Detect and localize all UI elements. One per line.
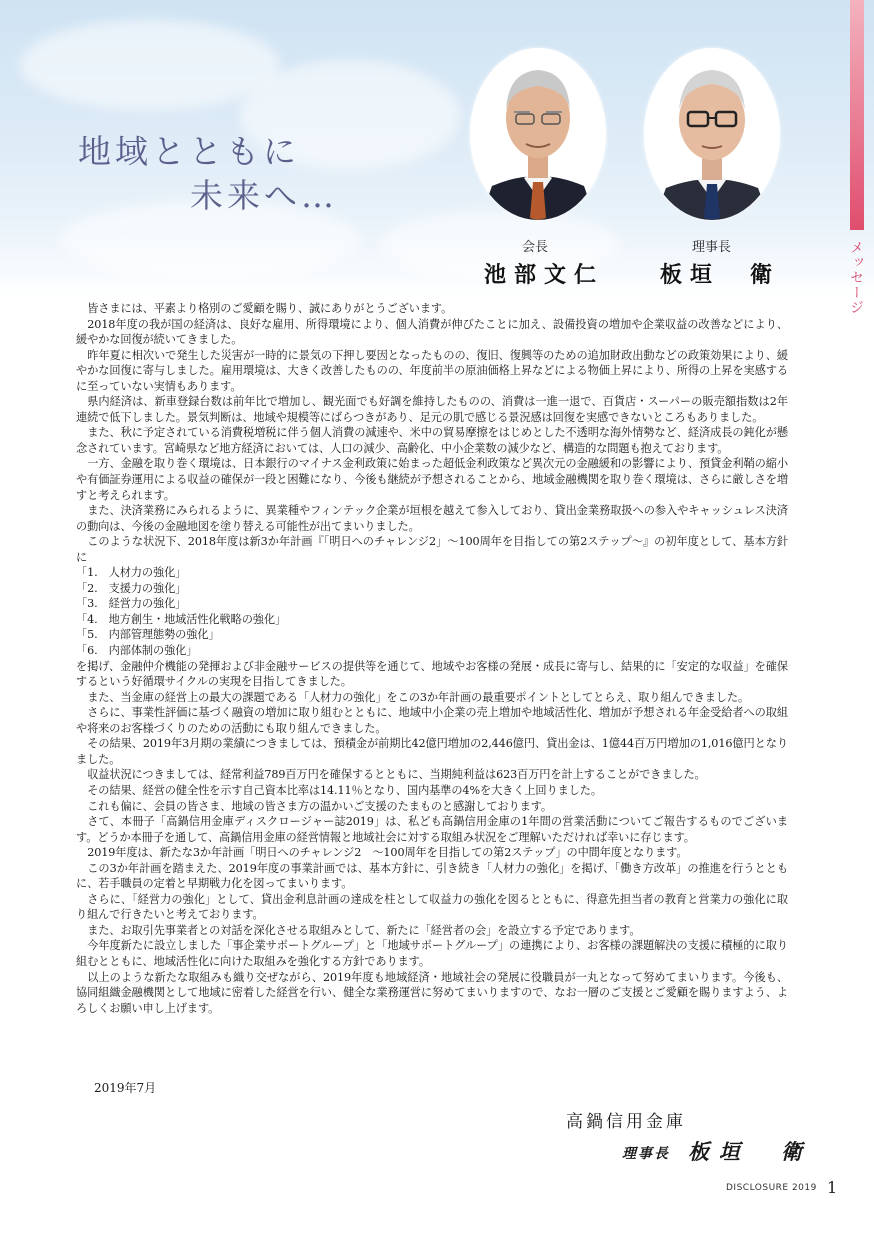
president-portrait — [644, 48, 780, 220]
body-paragraph: さらに、「経営力の強化」として、貸出金利息計画の達成を柱として収益力の強化を図るとともに、得意先担当者の教育と営業力の強化に取り組んで行きたいと考えております。 — [76, 892, 788, 922]
body-paragraph: 今年度新たに設立しました「事企業サポートグループ」と「地域サポートグループ」の連携により、お客様の課題解決の支援に積極的に取り組むとともに、地域活性化に向けた取組みを強化する方針であります。 — [76, 939, 788, 968]
policy-item: 「1. 人材力の強化」 — [76, 566, 187, 580]
chairman-name: 池部文仁 — [484, 262, 605, 288]
body-paragraph: 2019年度は、新たな3か年計画「明日へのチャレンジ2 〜100周年を目指しての第2ステップ」の中間年度となります。 — [87, 846, 688, 860]
signer-role: 理事長 — [622, 1146, 670, 1162]
chairman-portrait — [470, 48, 606, 220]
body-paragraph: これも偏に、会員の皆さま、地域の皆さま方の温かいご支援のたまものと感謝しております。 — [87, 799, 552, 813]
policy-item: 「3. 経営力の強化」 — [76, 597, 187, 611]
body-paragraph: 2018年度の我が国の経済は、良好な雇用、所得環境により、個人消費が伸びたことに加え、設備投資の増加や企業収益の改善などにより、緩やかな回復が続いてきました。 — [76, 317, 788, 347]
body-paragraph: を掲げ、金融仲介機能の発揮および非金融サービスの提供等を通じて、地域やお客様の発展・成長に寄与し、結果的に「安定的な収益」を確保するという好循環サイクルの実現を目指してきました。 — [76, 659, 788, 689]
policy-item: 「5. 内部管理態勢の強化」 — [76, 628, 220, 642]
body-paragraph: 収益状況につきましては、経常利益789百万円を確保するとともに、当期純利益は623百万円を計上することができました。 — [87, 768, 706, 782]
message-body — [76, 301, 788, 1016]
organization-name: 高鍋信用金庫 — [566, 1112, 686, 1132]
body-paragraph: また、お取引先事業者との対話を深化させる取組みとして、新たに「経営者の会」を設立する予定であります。 — [87, 923, 641, 937]
body-paragraph: さらに、事業性評価に基づく融資の増加に取り組むとともに、地域中小企業の売上増加や地域活性化、増加が予想される年金受給者への取組や将来のお客様づくりのための活動にも取り組んできました。 — [76, 706, 788, 735]
section-label: メッセージ — [848, 240, 864, 315]
body-paragraph: その結果、2019年3月期の業績につきましては、預積金が前期比42億円増加の2,446億円、貸出金は、1億44百万円増加の1,016億円となりました。 — [76, 737, 788, 766]
body-paragraph: 一方、金融を取り巻く環境は、日本銀行のマイナス金利政策に始まった超低金利政策など異次元の金融緩和の影響により、預貸金利鞘の縮小や有価証券運用による収益の確保が一段と困難になり、今後も継続が予想されることから、地域金融機関を取り巻く環境は、さらに厳しさを増すと考えられます。 — [76, 457, 788, 502]
cloud-decoration — [20, 20, 280, 110]
page-title-line1: 地域とともに — [78, 132, 300, 171]
president-role: 理事長 — [692, 240, 732, 255]
signer-name: 板垣 衛 — [688, 1139, 812, 1164]
body-paragraph: 昨年夏に相次いで発生した災害が一時的に景気の下押し要因となったものの、復旧、復興等のための追加財政出動などの政策効果により、緩やかな回復に寄与しました。雇用環境は、大きく改善したものの、年度前半の原油価格上昇などによる物価上昇により、所得の上昇を実感するに至っていない実情もあります。 — [76, 348, 788, 393]
page-number: 1 — [827, 1178, 838, 1197]
body-paragraph: この3か年計画を踏まえた、2019年度の事業計画では、基本方針に、引き続き「人材力の強化」を掲げ、「働き方改革」の推進を行うとともに、若手職員の定着と早期戦力化を図ってまいります。 — [76, 861, 788, 891]
letter-date: 2019年7月 — [94, 1081, 157, 1095]
body-paragraph: このような状況下、2018年度は新3か年計画『「明日へのチャレンジ2」〜100周年を目指しての第2ステップ〜』の初年度として、基本方針に — [76, 535, 788, 564]
chairman-role: 会長 — [522, 240, 549, 255]
body-paragraph: その結果、経営の健全性を示す自己資本比率は14.11％となり、国内基準の4%を大きく上回りました。 — [87, 783, 602, 797]
body-paragraph: 以上のような新たな取組みも織り交ぜながら、2019年度も地域経済・地域社会の発展に役職員が一丸となって努めてまいります。今後も、協同組織金融機関として地域に密着した経営を行い、健全な業務運営に努めてまいりますので、なお一層のご支援とご愛顧を賜りますよう、よろしくお願い申し上げます。 — [76, 970, 788, 1015]
body-paragraph: 皆さまには、平素より格別のご愛顧を賜り、誠にありがとうございます。 — [87, 302, 453, 315]
side-tab-bar — [850, 0, 864, 230]
body-paragraph: さて、本冊子「高鍋信用金庫ディスクロージャー誌2019」は、私ども高鍋信用金庫の1年間の営業活動についてご報告するものでございます。どうか本冊子を通して、高鍋信用金庫の経営情報と地域社会に対する取組み状況をご理解いただければ幸いに存じます。 — [76, 815, 788, 844]
policy-item: 「4. 地方創生・地域活性化戦略の強化」 — [76, 612, 287, 626]
body-paragraph: また、当金庫の経営上の最大の課題である「人材力の強化」をこの3か年計画の最重要ポイントとしてとらえ、取り組んできました。 — [87, 690, 750, 704]
body-paragraph: また、秋に予定されている消費税増税に伴う個人消費の減速や、米中の貿易摩擦をはじめとした不透明な海外情勢など、経済成長の鈍化が懸念されています。宮崎県など地方経済においては、人口の減少、高齢化、中小企業数の減少など、構造的な問題も抱えております。 — [76, 426, 788, 455]
policy-item: 「2. 支援力の強化」 — [76, 581, 187, 595]
president-name: 板垣 衛 — [660, 262, 781, 288]
publication-footer: DISCLOSURE 2019 — [726, 1183, 817, 1193]
policy-item: 「6. 内部体制の強化」 — [76, 644, 198, 658]
body-paragraph: また、決済業務にみられるように、異業種やフィンテック企業が垣根を越えて参入しており、貸出金業務取扱への参入やキャッシュレス決済の動向は、今後の金融地図を塗り替える可能性が出てまいりました。 — [76, 504, 788, 533]
page-title-line2: 未来へ… — [190, 176, 338, 215]
body-paragraph: 県内経済は、新車登録台数は前年比で増加し、観光面でも好調を維持したものの、消費は一進一退で、百貨店・スーパーの販売額指数は2年連続で低下しました。景気判断は、地域や規模等にばらつきがあり、足元の肌で感じる景況感は回復を実感できないところもありました。 — [76, 395, 788, 424]
